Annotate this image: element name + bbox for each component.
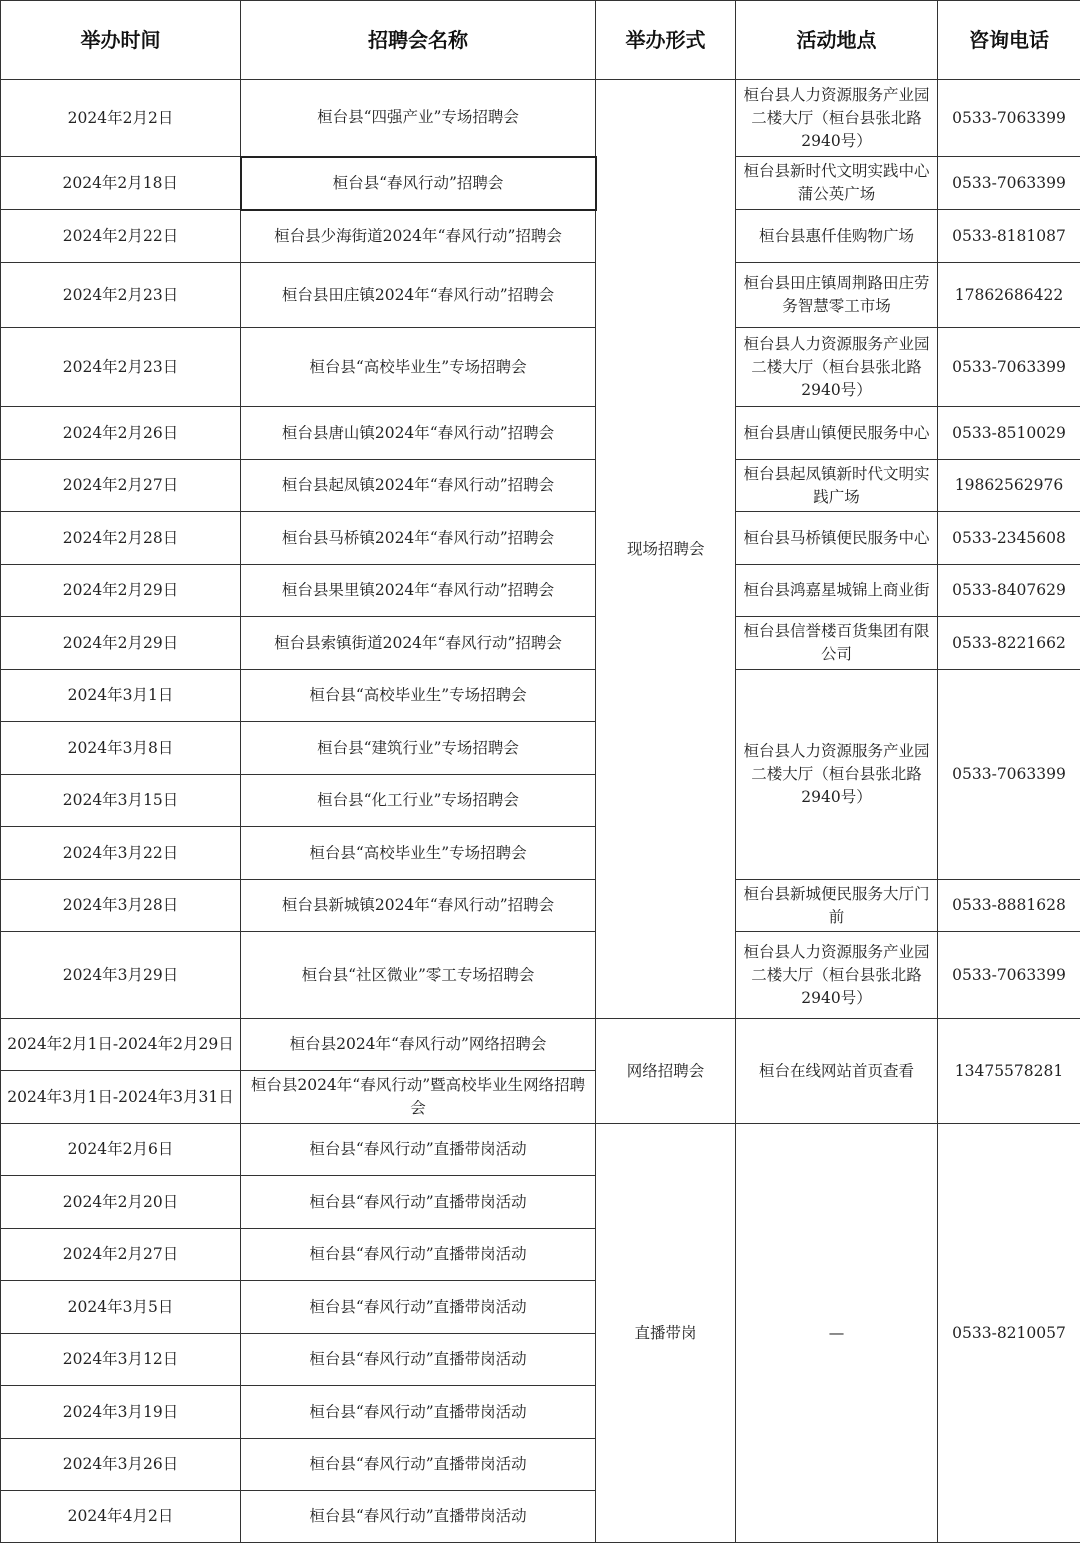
header-row bbox=[1, 1, 1080, 80]
venue-cell: 桓台县马桥镇便民服务中心 bbox=[736, 512, 938, 565]
venue-cell: 桓台县信誉楼百货集团有限公司 bbox=[736, 617, 938, 670]
phone-cell: 0533-7063399 bbox=[938, 157, 1080, 210]
format-cell: 网络招聘会 bbox=[596, 1019, 736, 1124]
phone-cell: 13475578281 bbox=[938, 1019, 1080, 1124]
fair-name-cell: 桓台县2024年“春风行动”暨高校毕业生网络招聘会 bbox=[241, 1071, 596, 1124]
date-cell: 2024年3月19日 bbox=[1, 1386, 241, 1439]
date-cell: 2024年3月8日 bbox=[1, 722, 241, 775]
fair-name-cell: 桓台县“四强产业”专场招聘会 bbox=[241, 80, 596, 157]
fair-name-cell: 桓台县马桥镇2024年“春风行动”招聘会 bbox=[241, 512, 596, 565]
date-cell: 2024年3月1日 bbox=[1, 670, 241, 722]
date-cell: 2024年3月22日 bbox=[1, 827, 241, 880]
fair-name-cell: 桓台县“高校毕业生”专场招聘会 bbox=[241, 827, 596, 880]
phone-cell: 0533-8181087 bbox=[938, 210, 1080, 263]
date-cell: 2024年2月23日 bbox=[1, 263, 241, 328]
date-cell: 2024年3月5日 bbox=[1, 1281, 241, 1334]
fair-name-cell: 桓台县“春风行动”直播带岗活动 bbox=[241, 1124, 596, 1176]
date-cell: 2024年3月12日 bbox=[1, 1334, 241, 1386]
table-row bbox=[1, 932, 1080, 1019]
venue-cell: 桓台县人力资源服务产业园二楼大厅（桓台县张北路2940号） bbox=[736, 932, 938, 1019]
date-cell: 2024年2月6日 bbox=[1, 1124, 241, 1176]
table-row bbox=[1, 617, 1080, 670]
fair-name-cell: 桓台县起凤镇2024年“春风行动”招聘会 bbox=[241, 460, 596, 512]
table-row bbox=[1, 210, 1080, 263]
phone-cell: 17862686422 bbox=[938, 263, 1080, 328]
date-cell: 2024年3月15日 bbox=[1, 775, 241, 827]
fair-name-cell: 桓台县田庄镇2024年“春风行动”招聘会 bbox=[241, 263, 596, 328]
fair-name-cell: 桓台县“春风行动”直播带岗活动 bbox=[241, 1491, 596, 1543]
fair-name-cell: 桓台县“高校毕业生”专场招聘会 bbox=[241, 328, 596, 407]
table-row bbox=[1, 512, 1080, 565]
date-cell: 2024年2月28日 bbox=[1, 512, 241, 565]
fair-name-cell: 桓台县2024年“春风行动”网络招聘会 bbox=[241, 1019, 596, 1071]
venue-cell: — bbox=[736, 1124, 938, 1543]
venue-cell: 桓台县鸿嘉星城锦上商业街 bbox=[736, 565, 938, 617]
fair-name-cell: 桓台县索镇街道2024年“春风行动”招聘会 bbox=[241, 617, 596, 670]
format-cell: 现场招聘会 bbox=[596, 80, 736, 1019]
table-row bbox=[1, 80, 1080, 157]
fair-name-cell: 桓台县“建筑行业”专场招聘会 bbox=[241, 722, 596, 775]
table-row bbox=[1, 460, 1080, 512]
date-cell: 2024年2月23日 bbox=[1, 328, 241, 407]
venue-cell: 桓台县起凤镇新时代文明实践广场 bbox=[736, 460, 938, 512]
date-cell: 2024年2月27日 bbox=[1, 460, 241, 512]
date-cell: 2024年3月26日 bbox=[1, 1439, 241, 1491]
date-cell: 2024年2月27日 bbox=[1, 1229, 241, 1281]
venue-cell: 桓台县人力资源服务产业园二楼大厅（桓台县张北路2940号） bbox=[736, 80, 938, 157]
format-cell: 直播带岗 bbox=[596, 1124, 736, 1543]
phone-cell: 0533-8210057 bbox=[938, 1124, 1080, 1543]
table-row bbox=[1, 1019, 1080, 1071]
date-cell: 2024年2月26日 bbox=[1, 407, 241, 460]
date-cell: 2024年2月22日 bbox=[1, 210, 241, 263]
fair-name-cell: 桓台县“春风行动”直播带岗活动 bbox=[241, 1229, 596, 1281]
table-row bbox=[1, 328, 1080, 407]
table-row bbox=[1, 407, 1080, 460]
fair-name-cell: 桓台县“化工行业”专场招聘会 bbox=[241, 775, 596, 827]
date-cell: 2024年2月29日 bbox=[1, 565, 241, 617]
table-row bbox=[1, 1124, 1080, 1176]
phone-cell: 0533-2345608 bbox=[938, 512, 1080, 565]
phone-cell: 0533-7063399 bbox=[938, 328, 1080, 407]
fair-name-cell: 桓台县“春风行动”招聘会 bbox=[241, 157, 596, 210]
date-cell: 2024年2月29日 bbox=[1, 617, 241, 670]
venue-cell: 桓台县人力资源服务产业园二楼大厅（桓台县张北路2940号） bbox=[736, 328, 938, 407]
header-format: 举办形式 bbox=[596, 1, 736, 80]
date-cell: 2024年3月1日-2024年3月31日 bbox=[1, 1071, 241, 1124]
date-cell: 2024年2月18日 bbox=[1, 157, 241, 210]
date-cell: 2024年3月29日 bbox=[1, 932, 241, 1019]
phone-cell: 0533-7063399 bbox=[938, 80, 1080, 157]
fair-name-cell: 桓台县“社区微业”零工专场招聘会 bbox=[241, 932, 596, 1019]
date-cell: 2024年2月2日 bbox=[1, 80, 241, 157]
date-cell: 2024年3月28日 bbox=[1, 880, 241, 932]
table-row bbox=[1, 263, 1080, 328]
header-date: 举办时间 bbox=[1, 1, 241, 80]
venue-cell: 桓台在线网站首页查看 bbox=[736, 1019, 938, 1124]
fair-name-cell: 桓台县“春风行动”直播带岗活动 bbox=[241, 1334, 596, 1386]
date-cell: 2024年2月20日 bbox=[1, 1176, 241, 1229]
phone-cell: 0533-8881628 bbox=[938, 880, 1080, 932]
fair-name-cell: 桓台县果里镇2024年“春风行动”招聘会 bbox=[241, 565, 596, 617]
phone-cell: 0533-8221662 bbox=[938, 617, 1080, 670]
venue-cell: 桓台县新时代文明实践中心蒲公英广场 bbox=[736, 157, 938, 210]
table-row bbox=[1, 157, 1080, 210]
header-fair-name: 招聘会名称 bbox=[241, 1, 596, 80]
venue-cell: 桓台县唐山镇便民服务中心 bbox=[736, 407, 938, 460]
fair-name-cell: 桓台县唐山镇2024年“春风行动”招聘会 bbox=[241, 407, 596, 460]
table-row bbox=[1, 565, 1080, 617]
venue-cell: 桓台县新城便民服务大厅门前 bbox=[736, 880, 938, 932]
phone-cell: 0533-8407629 bbox=[938, 565, 1080, 617]
fair-name-cell: 桓台县少海街道2024年“春风行动”招聘会 bbox=[241, 210, 596, 263]
date-cell: 2024年2月1日-2024年2月29日 bbox=[1, 1019, 241, 1071]
table-row bbox=[1, 880, 1080, 932]
fair-name-cell: 桓台县“春风行动”直播带岗活动 bbox=[241, 1176, 596, 1229]
fair-name-cell: 桓台县“春风行动”直播带岗活动 bbox=[241, 1281, 596, 1334]
fair-name-cell: 桓台县“春风行动”直播带岗活动 bbox=[241, 1439, 596, 1491]
fair-name-cell: 桓台县“春风行动”直播带岗活动 bbox=[241, 1386, 596, 1439]
phone-cell: 19862562976 bbox=[938, 460, 1080, 512]
venue-cell: 桓台县惠仟佳购物广场 bbox=[736, 210, 938, 263]
fair-name-cell: 桓台县新城镇2024年“春风行动”招聘会 bbox=[241, 880, 596, 932]
date-cell: 2024年4月2日 bbox=[1, 1491, 241, 1543]
phone-cell: 0533-7063399 bbox=[938, 670, 1080, 880]
header-venue: 活动地点 bbox=[736, 1, 938, 80]
phone-cell: 0533-7063399 bbox=[938, 932, 1080, 1019]
venue-cell: 桓台县人力资源服务产业园二楼大厅（桓台县张北路2940号） bbox=[736, 670, 938, 880]
venue-cell: 桓台县田庄镇周荆路田庄劳务智慧零工市场 bbox=[736, 263, 938, 328]
fair-name-cell: 桓台县“高校毕业生”专场招聘会 bbox=[241, 670, 596, 722]
phone-cell: 0533-8510029 bbox=[938, 407, 1080, 460]
header-phone: 咨询电话 bbox=[938, 1, 1080, 80]
table-row bbox=[1, 670, 1080, 722]
